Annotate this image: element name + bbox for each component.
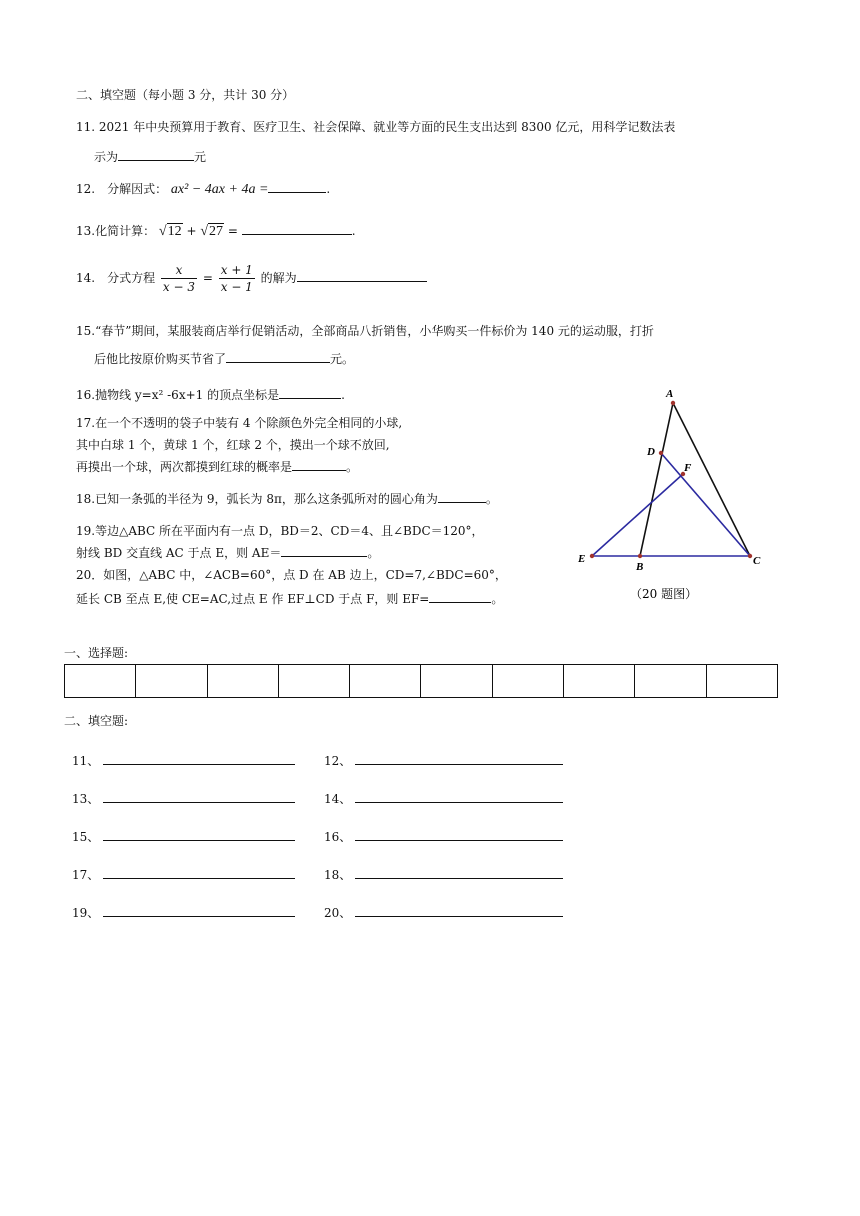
- choice-answer-table: [64, 664, 778, 698]
- choice-answer-cell[interactable]: [65, 665, 136, 698]
- answer-line[interactable]: [355, 904, 563, 917]
- geometry-figure: [570, 384, 780, 610]
- question-17-line3: 再摸出一个球，两次都摸到红球的概率是 。: [76, 460, 359, 474]
- answer-blank-19: [281, 544, 367, 557]
- answer-row: 11、: [72, 752, 295, 769]
- answer-blank-11: [118, 148, 194, 161]
- answer-blank-18: [438, 490, 486, 503]
- answer-blank-14: [297, 269, 427, 282]
- segment-ab: [640, 403, 673, 556]
- segment-ef: [592, 474, 683, 556]
- answer-line[interactable]: [103, 828, 295, 841]
- label-d: D: [647, 446, 655, 458]
- plus-sign: +: [186, 224, 197, 238]
- choice-answer-cell[interactable]: [421, 665, 492, 698]
- question-11-line1: 11. 2021 年中央预算用于教育、医疗卫生、社会保障、就业等方面的民生支出达到 8300 亿元，用科学记数法表: [76, 120, 676, 134]
- question-11-prefix: 示为: [94, 150, 119, 164]
- question-19-line2: 射线 BD 交直线 AC 于点 E，则 AE＝ 。: [76, 546, 380, 560]
- answer-line[interactable]: [355, 866, 563, 879]
- fraction-right: $\frac{x + 1}{x - 1}$: [220, 263, 253, 294]
- answer-row: 15、: [72, 828, 295, 845]
- question-16-prefix: 16.抛物线 y=x² -6x+1 的顶点坐标是: [76, 388, 280, 402]
- question-18-prefix: 18.已知一条弧的半径为 9，弧长为 8π，那么这条弧所对的圆心角为: [76, 492, 438, 506]
- point-e: [590, 554, 594, 558]
- equals-sign: =: [202, 271, 213, 285]
- answer-line[interactable]: [355, 828, 563, 841]
- choice-answer-cell[interactable]: [350, 665, 421, 698]
- answer-blank-17: [292, 458, 346, 471]
- sqrt-27: √27: [200, 224, 224, 239]
- question-18: 18.已知一条弧的半径为 9，弧长为 8π，那么这条弧所对的圆心角为 。: [76, 492, 498, 506]
- question-17-line1: 17.在一个不透明的袋子中装有 4 个除颜色外完全相同的小球,: [76, 416, 403, 430]
- question-15-suffix: 元。: [330, 352, 355, 366]
- question-20-prefix: 延长 CB 至点 E,使 CE=AC,过点 E 作 EF⊥CD 于点 F，则 EF=: [76, 592, 430, 606]
- section2-header: 二、填空题（每小题 3 分，共计 30 分）: [76, 88, 295, 102]
- question-20-line1: 20．如图，△ABC 中，∠ACB=60°，点 D 在 AB 边上，CD=7,∠BDC=60°，: [76, 568, 507, 582]
- answer-row: 13、: [72, 790, 295, 807]
- answer-line[interactable]: [103, 752, 295, 765]
- point-c: [748, 554, 752, 558]
- question-11-suffix: 元: [194, 150, 207, 164]
- answer-line[interactable]: [355, 752, 563, 765]
- answer-line[interactable]: [103, 904, 295, 917]
- choice-answer-cell[interactable]: [492, 665, 563, 698]
- question-14-suffix: 的解为: [260, 271, 297, 285]
- question-16: 16.抛物线 y=x² -6x+1 的顶点坐标是 .: [76, 388, 345, 402]
- answer-section1-label: 一、选择题:: [64, 646, 129, 660]
- answer-line[interactable]: [103, 866, 295, 879]
- question-20-line2: 延长 CB 至点 E,使 CE=AC,过点 E 作 EF⊥CD 于点 F，则 EF= 。: [76, 592, 504, 606]
- question-19-prefix: 射线 BD 交直线 AC 于点 E，则 AE＝: [76, 546, 282, 560]
- question-17-prefix: 再摸出一个球，两次都摸到红球的概率是: [76, 460, 293, 474]
- fraction-left: $\frac{x}{x - 3}$: [162, 263, 196, 294]
- point-a: [671, 401, 675, 405]
- figure-caption: （20 题图）: [630, 587, 698, 601]
- question-14: [76, 262, 427, 295]
- answer-section2-label: 二、填空题:: [64, 714, 129, 728]
- question-15-line1: 15.“春节”期间，某服装商店举行促销活动，全部商品八折销售，小华购买一件标价为 140 元的运动服，打折: [76, 324, 654, 338]
- choice-answer-cell[interactable]: [635, 665, 706, 698]
- answer-line[interactable]: [355, 790, 563, 803]
- sqrt-12: √12: [158, 224, 182, 239]
- question-12-prefix: 12. 分解因式：: [76, 182, 168, 196]
- answer-row: 20、: [324, 904, 563, 921]
- label-a: A: [666, 388, 674, 400]
- question-14-prefix: 14. 分式方程: [76, 271, 156, 285]
- label-e: E: [578, 553, 586, 565]
- answer-row: 17、: [72, 866, 295, 883]
- answer-blank-12: [268, 180, 326, 193]
- question-19-line1: 19.等边△ABC 所在平面内有一点 D，BD＝2、CD＝4、且∠BDC＝120°，: [76, 524, 484, 538]
- point-d: [659, 451, 663, 455]
- answer-row: 16、: [324, 828, 563, 845]
- answer-blank-20: [429, 590, 491, 603]
- question-13-prefix: 13.化简计算：: [76, 224, 156, 238]
- answer-line[interactable]: [103, 790, 295, 803]
- point-b: [638, 554, 642, 558]
- answer-blank-13: [242, 222, 352, 235]
- question-15-line2: [94, 350, 354, 367]
- answer-blank-15: [226, 350, 330, 363]
- answer-row: 14、: [324, 790, 563, 807]
- choice-answer-cell[interactable]: [207, 665, 278, 698]
- choice-answer-cell[interactable]: [706, 665, 777, 698]
- question-12-expression: ax² − 4ax + 4a =: [170, 182, 269, 197]
- choice-answer-cell[interactable]: [136, 665, 207, 698]
- question-17-line2: 其中白球 1 个，黄球 1 个，红球 2 个，摸出一个球不放回,: [76, 438, 390, 452]
- question-12: 12. 分解因式： ax² − 4ax + 4a = .: [76, 182, 331, 197]
- choice-answer-cell[interactable]: [278, 665, 349, 698]
- question-15-prefix: 后他比按原价购买节省了: [94, 352, 227, 366]
- question-11-line2: [94, 148, 206, 165]
- answer-row: 19、: [72, 904, 295, 921]
- label-b: B: [636, 561, 644, 573]
- label-f: F: [684, 462, 692, 474]
- answer-row: 18、: [324, 866, 563, 883]
- equals-sign: =: [227, 224, 238, 238]
- question-13: 13.化简计算： √12 + √27 = .: [76, 224, 356, 239]
- choice-answer-cell[interactable]: [564, 665, 635, 698]
- answer-blank-16: [279, 386, 341, 399]
- label-c: C: [753, 555, 761, 567]
- answer-row: 12、: [324, 752, 563, 769]
